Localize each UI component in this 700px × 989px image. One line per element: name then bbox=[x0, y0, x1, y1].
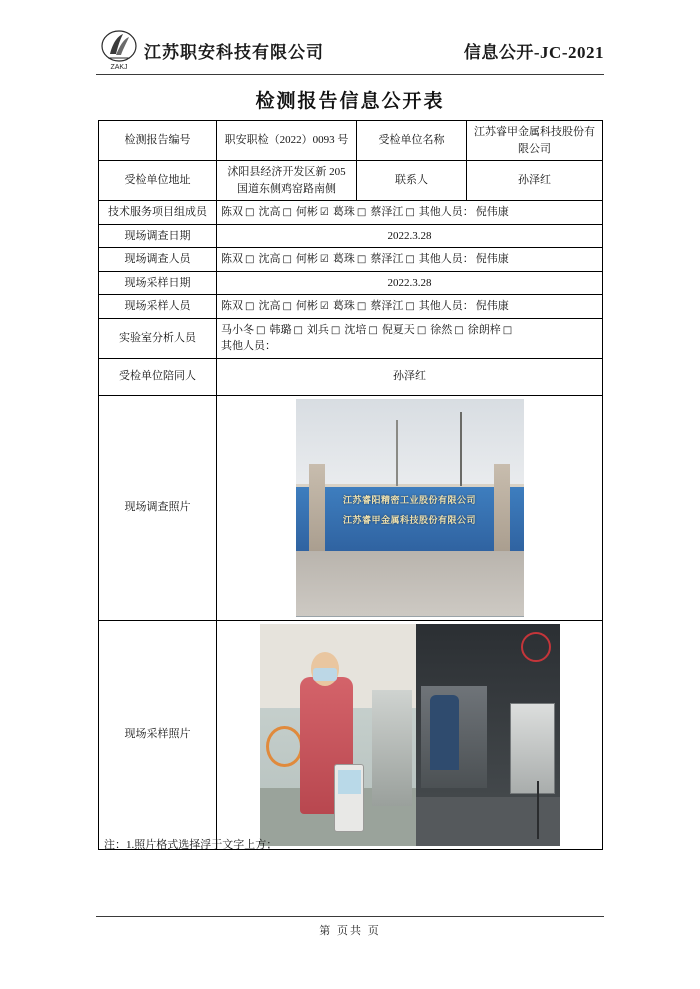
table-row bbox=[99, 121, 603, 161]
table-row bbox=[99, 318, 603, 358]
client-name-label: 受检单位名称 bbox=[357, 121, 467, 161]
accompany-label: 受检单位陪同人 bbox=[99, 358, 217, 395]
table-row-survey-photo bbox=[99, 395, 603, 620]
footer-divider bbox=[96, 916, 604, 917]
info-table bbox=[98, 120, 603, 850]
contact-label: 联系人 bbox=[357, 161, 467, 201]
survey-photo-cell bbox=[217, 395, 603, 620]
sampling-staff-members: 陈双 □ 沈高 □ 何彬 ☑ 葛珠 □ 蔡泽江 □ 其他人员： 倪伟康 bbox=[217, 295, 603, 319]
survey-staff-members: 陈双 □ 沈高 □ 何彬 ☑ 葛珠 □ 蔡泽江 □ 其他人员： 倪伟康 bbox=[217, 248, 603, 272]
table-row bbox=[99, 224, 603, 248]
svg-text:ZAKJ: ZAKJ bbox=[110, 64, 128, 71]
report-no-label: 检测报告编号 bbox=[99, 121, 217, 161]
survey-date-value: 2022.3.28 bbox=[217, 224, 603, 248]
lab-others-label: 其他人员： bbox=[221, 340, 276, 352]
client-address-label: 受检单位地址 bbox=[99, 161, 217, 201]
gate-sign-line1: 江苏睿阳精密工业股份有限公司 bbox=[342, 495, 476, 506]
report-no-value: 职安职检（2022）0093 号 bbox=[217, 121, 357, 161]
lab-staff-label: 实验室分析人员 bbox=[99, 318, 217, 358]
sampling-photo-image bbox=[260, 624, 560, 846]
sampling-photo-label: 现场采样照片 bbox=[99, 620, 217, 849]
gate-sign-line2: 江苏睿甲金属科技股份有限公司 bbox=[342, 515, 476, 526]
footnote: 注：1.照片格式选择浮于文字上方； bbox=[104, 839, 278, 851]
survey-staff-label: 现场调查人员 bbox=[99, 248, 217, 272]
client-address-value: 沭阳县经济开发区新 205 国道东侧鸡窑路南侧 bbox=[217, 161, 357, 201]
table-row bbox=[99, 271, 603, 295]
survey-date-label: 现场调查日期 bbox=[99, 224, 217, 248]
sampling-staff-label: 现场采样人员 bbox=[99, 295, 217, 319]
table-row-sampling-photo bbox=[99, 620, 603, 849]
document-code: 信息公开-JC-2021 bbox=[463, 43, 604, 62]
tech-team-members: 陈双 □ 沈高 □ 何彬 ☑ 葛珠 □ 蔡泽江 □ 其他人员： 倪伟康 bbox=[217, 201, 603, 225]
table-row bbox=[99, 358, 603, 395]
client-name-value: 江苏睿甲金属科技股份有限公司 bbox=[467, 121, 603, 161]
company-name: 江苏职安科技有限公司 bbox=[144, 43, 324, 62]
contact-value: 孙泽红 bbox=[467, 161, 603, 201]
page-number: 第 页共 页 bbox=[319, 925, 381, 937]
header-divider bbox=[96, 74, 604, 75]
sampling-date-value: 2022.3.28 bbox=[217, 271, 603, 295]
tech-team-label: 技术服务项目组成员 bbox=[99, 201, 217, 225]
survey-photo-image bbox=[296, 399, 524, 617]
page-title: 检测报告信息公开表 bbox=[255, 91, 445, 112]
table-row bbox=[99, 201, 603, 225]
table-row bbox=[99, 295, 603, 319]
table-row bbox=[99, 161, 603, 201]
accompany-value: 孙泽红 bbox=[217, 358, 603, 395]
sampling-photo-cell bbox=[217, 620, 603, 849]
lab-staff-members: 马小冬 □ 韩璐 □ 刘兵 □ 沈培 □ 倪夏天 □ 徐然 □ 徐朗梓 □ 其他人员： bbox=[217, 318, 603, 358]
document-header bbox=[96, 28, 604, 72]
survey-photo-label: 现场调查照片 bbox=[99, 395, 217, 620]
company-logo-icon bbox=[96, 28, 142, 72]
table-row bbox=[99, 248, 603, 272]
sampling-date-label: 现场采样日期 bbox=[99, 271, 217, 295]
